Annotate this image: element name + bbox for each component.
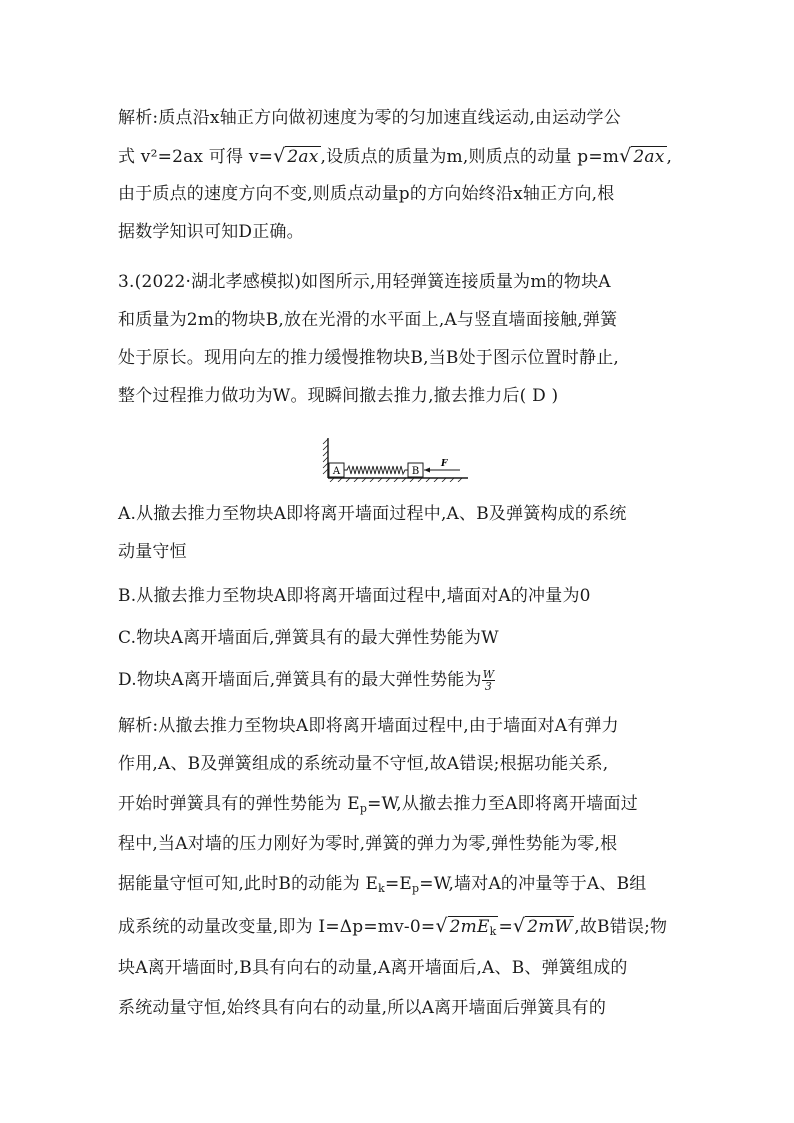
text-line-formula: 式 v²=2ax 可得 v=√ 2ax ,设质点的质量为m,则质点的动量 p=m√ 2ax ,: [118, 145, 673, 167]
text-line: 由于质点的速度方向不变,则质点动量p的方向始终沿x轴正方向,根: [118, 184, 615, 204]
text-line: 作用,A、B及弹簧组成的系统动量不守恒,故A错误;根据功能关系,: [118, 754, 609, 774]
wall-hatch: [323, 439, 328, 474]
sqrt-2mek: √ $2mE_k$: [435, 915, 497, 938]
text-line: 处于原长。现用向左的推力缓慢推物块B,当B处于图示位置时静止,: [118, 348, 619, 368]
text-line: 程中,当A对墙的压力刚好为零时,弹簧的弹力为零,弹性势能为零,根: [118, 834, 618, 854]
force-label: F: [441, 459, 448, 469]
question-3-stem: 3.(2022·湖北孝感模拟)如图所示,用轻弹簧连接质量为m的物块A: [118, 272, 611, 292]
text-line: 动量守恒: [118, 542, 187, 562]
text-line: 解析:质点沿x轴正方向做初速度为零的匀加速直线运动,由运动学公: [118, 108, 621, 128]
text-line-impulse: 成系统的动量改变量,即为 I=Δp=mv-0=√ $2mE_k$ =√ 2mW ,故B错误;物: [118, 914, 667, 944]
sqrt-2mw: √ 2mW: [512, 915, 573, 937]
option-b: B.从撤去推力至物块A即将离开墙面过程中,墙面对A的冲量为0: [118, 586, 591, 606]
option-c: C.物块A离开墙面后,弹簧具有的最大弹性势能为W: [118, 628, 499, 648]
text-line: 块A离开墙面时,B具有向右的动量,A离开墙面后,A、B、弹簧组成的: [118, 958, 628, 978]
analysis-line: 解析:从撤去推力至物块A即将离开墙面过程中,由于墙面对A有弹力: [118, 716, 619, 736]
text-line-ep: 开始时弹簧具有的弹性势能为 $E_p=W$,从撤去推力至A即将离开墙面过: [118, 794, 638, 815]
text-line: 系统动量守恒,始终具有向右的动量,所以A离开墙面后弹簧具有的: [118, 998, 607, 1018]
text-line: 整个过程推力做功为W。现瞬间撤去推力,撤去推力后( D ): [118, 386, 559, 406]
spring-block-figure: [322, 436, 472, 482]
spring: [344, 466, 408, 474]
sqrt-2ax: √ 2ax: [273, 145, 319, 167]
block-b-label: B: [411, 466, 420, 477]
option-d: D.物块A离开墙面后,弹簧具有的最大弹性势能为 $\frac{W}{3}$: [118, 668, 495, 693]
text-line-ek: 据能量守恒可知,此时B的动能为 $E_k=E_p=W$,墙对A的冲量等于A、B组: [118, 874, 647, 895]
force-arrow-head: [424, 468, 430, 473]
sqrt-2ax-2: √ 2ax: [619, 145, 665, 167]
option-a: A.从撤去推力至物块A即将离开墙面过程中,A、B及弹簧构成的系统: [118, 504, 627, 524]
text-line: 据数学知识可知D正确。: [118, 222, 304, 242]
fraction-w-over-3: $\frac{W}{3}$: [482, 668, 495, 693]
text-line: 和质量为2m的物块B,放在光滑的水平面上,A与竖直墙面接触,弹簧: [118, 310, 618, 330]
block-a-label: A: [332, 466, 341, 477]
